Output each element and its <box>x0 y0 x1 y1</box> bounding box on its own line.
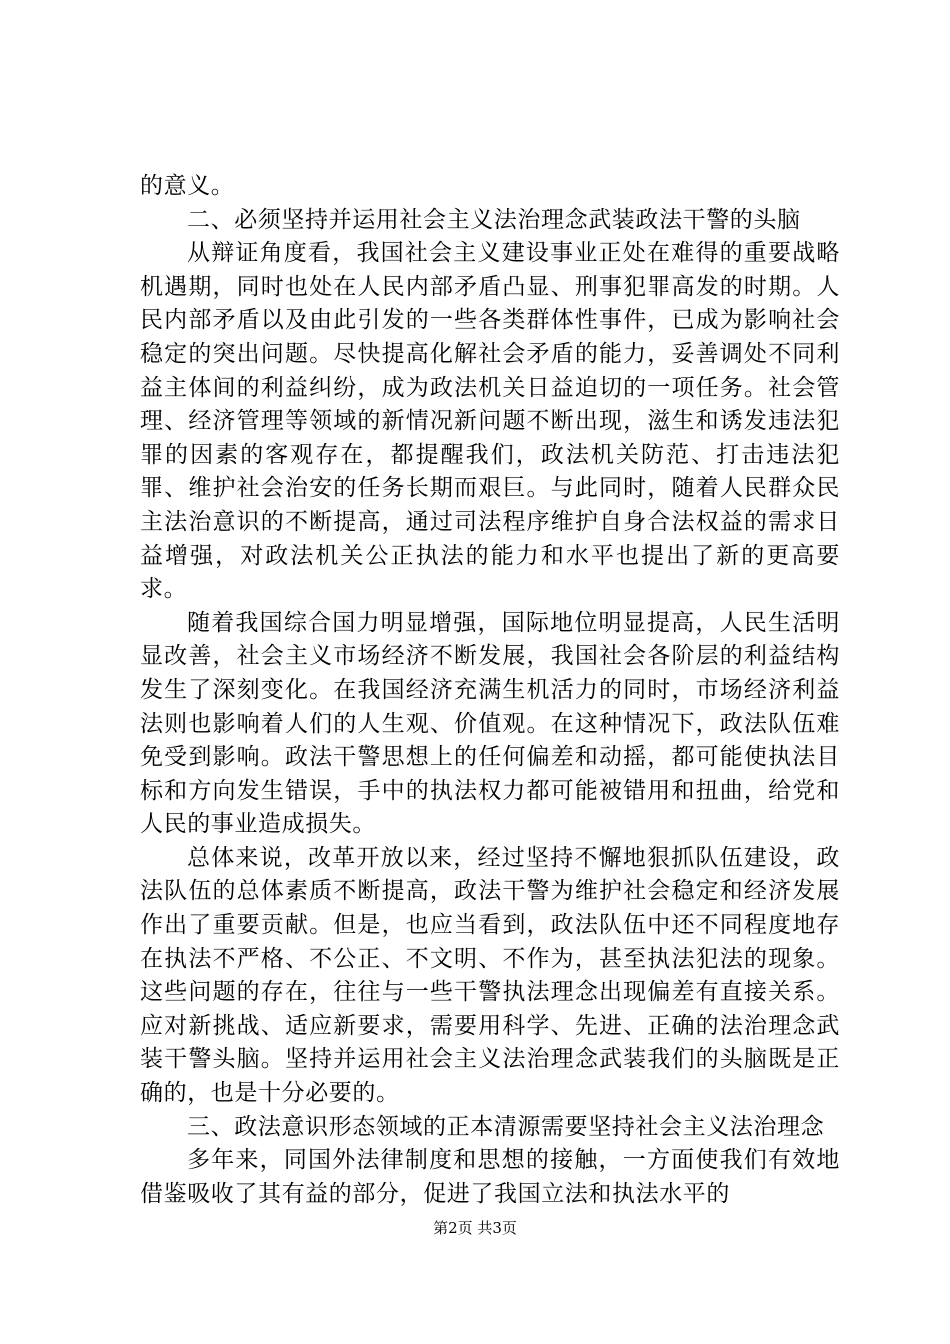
section-heading-3: 三、政法意识形态领域的正本清源需要坚持社会主义法治理念 <box>187 1113 825 1140</box>
paragraph-continuation: 的意义。 <box>140 173 235 199</box>
paragraph-dialectic: 从辩证角度看，我国社会主义建设事业正处在难得的重要战略机遇期，同时也处在人民内部矛盾凸显、刑事犯罪高发的时期。人民内部矛盾以及由此引发的一些各类群体性事件，已成为影响社会稳定的突出问题。尽快提高化解社会矛盾的能力，妥善调处不同利益主体间的利益纠纷，成为政法机关日益迫切的一项任务。社会管理、经济管理等领域的新情况新问题不断出现，滋生和诱发违法犯罪的因素的客观存在，都提醒我们，政法机关防范、打击违法犯罪、维护社会治安的任务长期而艰巨。与此同时，随着人民群众民主法治意识的不断提高，通过司法程序维护自身合法权益的需求日益增强，对政法机关公正执法的能力和水平也提出了新的更高要求。 <box>140 240 840 603</box>
paragraph-foreign-contact: 多年来，同国外法律制度和思想的接触，一方面使我们有效地借鉴吸收了其有益的部分，促进了我国立法和执法水平的 <box>140 1147 840 1207</box>
page-footer <box>0 1218 950 1238</box>
page-number-label: 第2页 共3页 <box>433 1219 517 1237</box>
paragraph-overall: 总体来说，改革开放以来，经过坚持不懈地狠抓队伍建设，政法队伍的总体素质不断提高，政法干警为维护社会稳定和经济发展作出了重要贡献。但是，也应当看到，政法队伍中还不同程度地存在执法不严格、不公正、不文明、不作为，甚至执法犯法的现象。这些问题的存在，往往与一些干警执法理念出现偏差有直接关系。应对新挑战、适应新要求，需要用科学、先进、正确的法治理念武装干警头脑。坚持并运用社会主义法治理念武装我们的头脑既是正确的，也是十分必要的。 <box>140 844 840 1107</box>
section-heading-2: 二、必须坚持并运用社会主义法治理念武装政法干警的头脑 <box>187 206 801 233</box>
document-body <box>140 170 840 1211</box>
paragraph-national-strength: 随着我国综合国力明显增强，国际地位明显提高，人民生活明显改善，社会主义市场经济不断发展，我国社会各阶层的利益结构发生了深刻变化。在我国经济充满生机活力的同时，市场经济利益法则也影响着人们的人生观、价值观。在这种情况下，政法队伍难免受到影响。政法干警思想上的任何偏差和动摇，都可能使执法目标和方向发生错误，手中的执法权力都可能被错用和扭曲，给党和人民的事业造成损失。 <box>140 609 840 838</box>
